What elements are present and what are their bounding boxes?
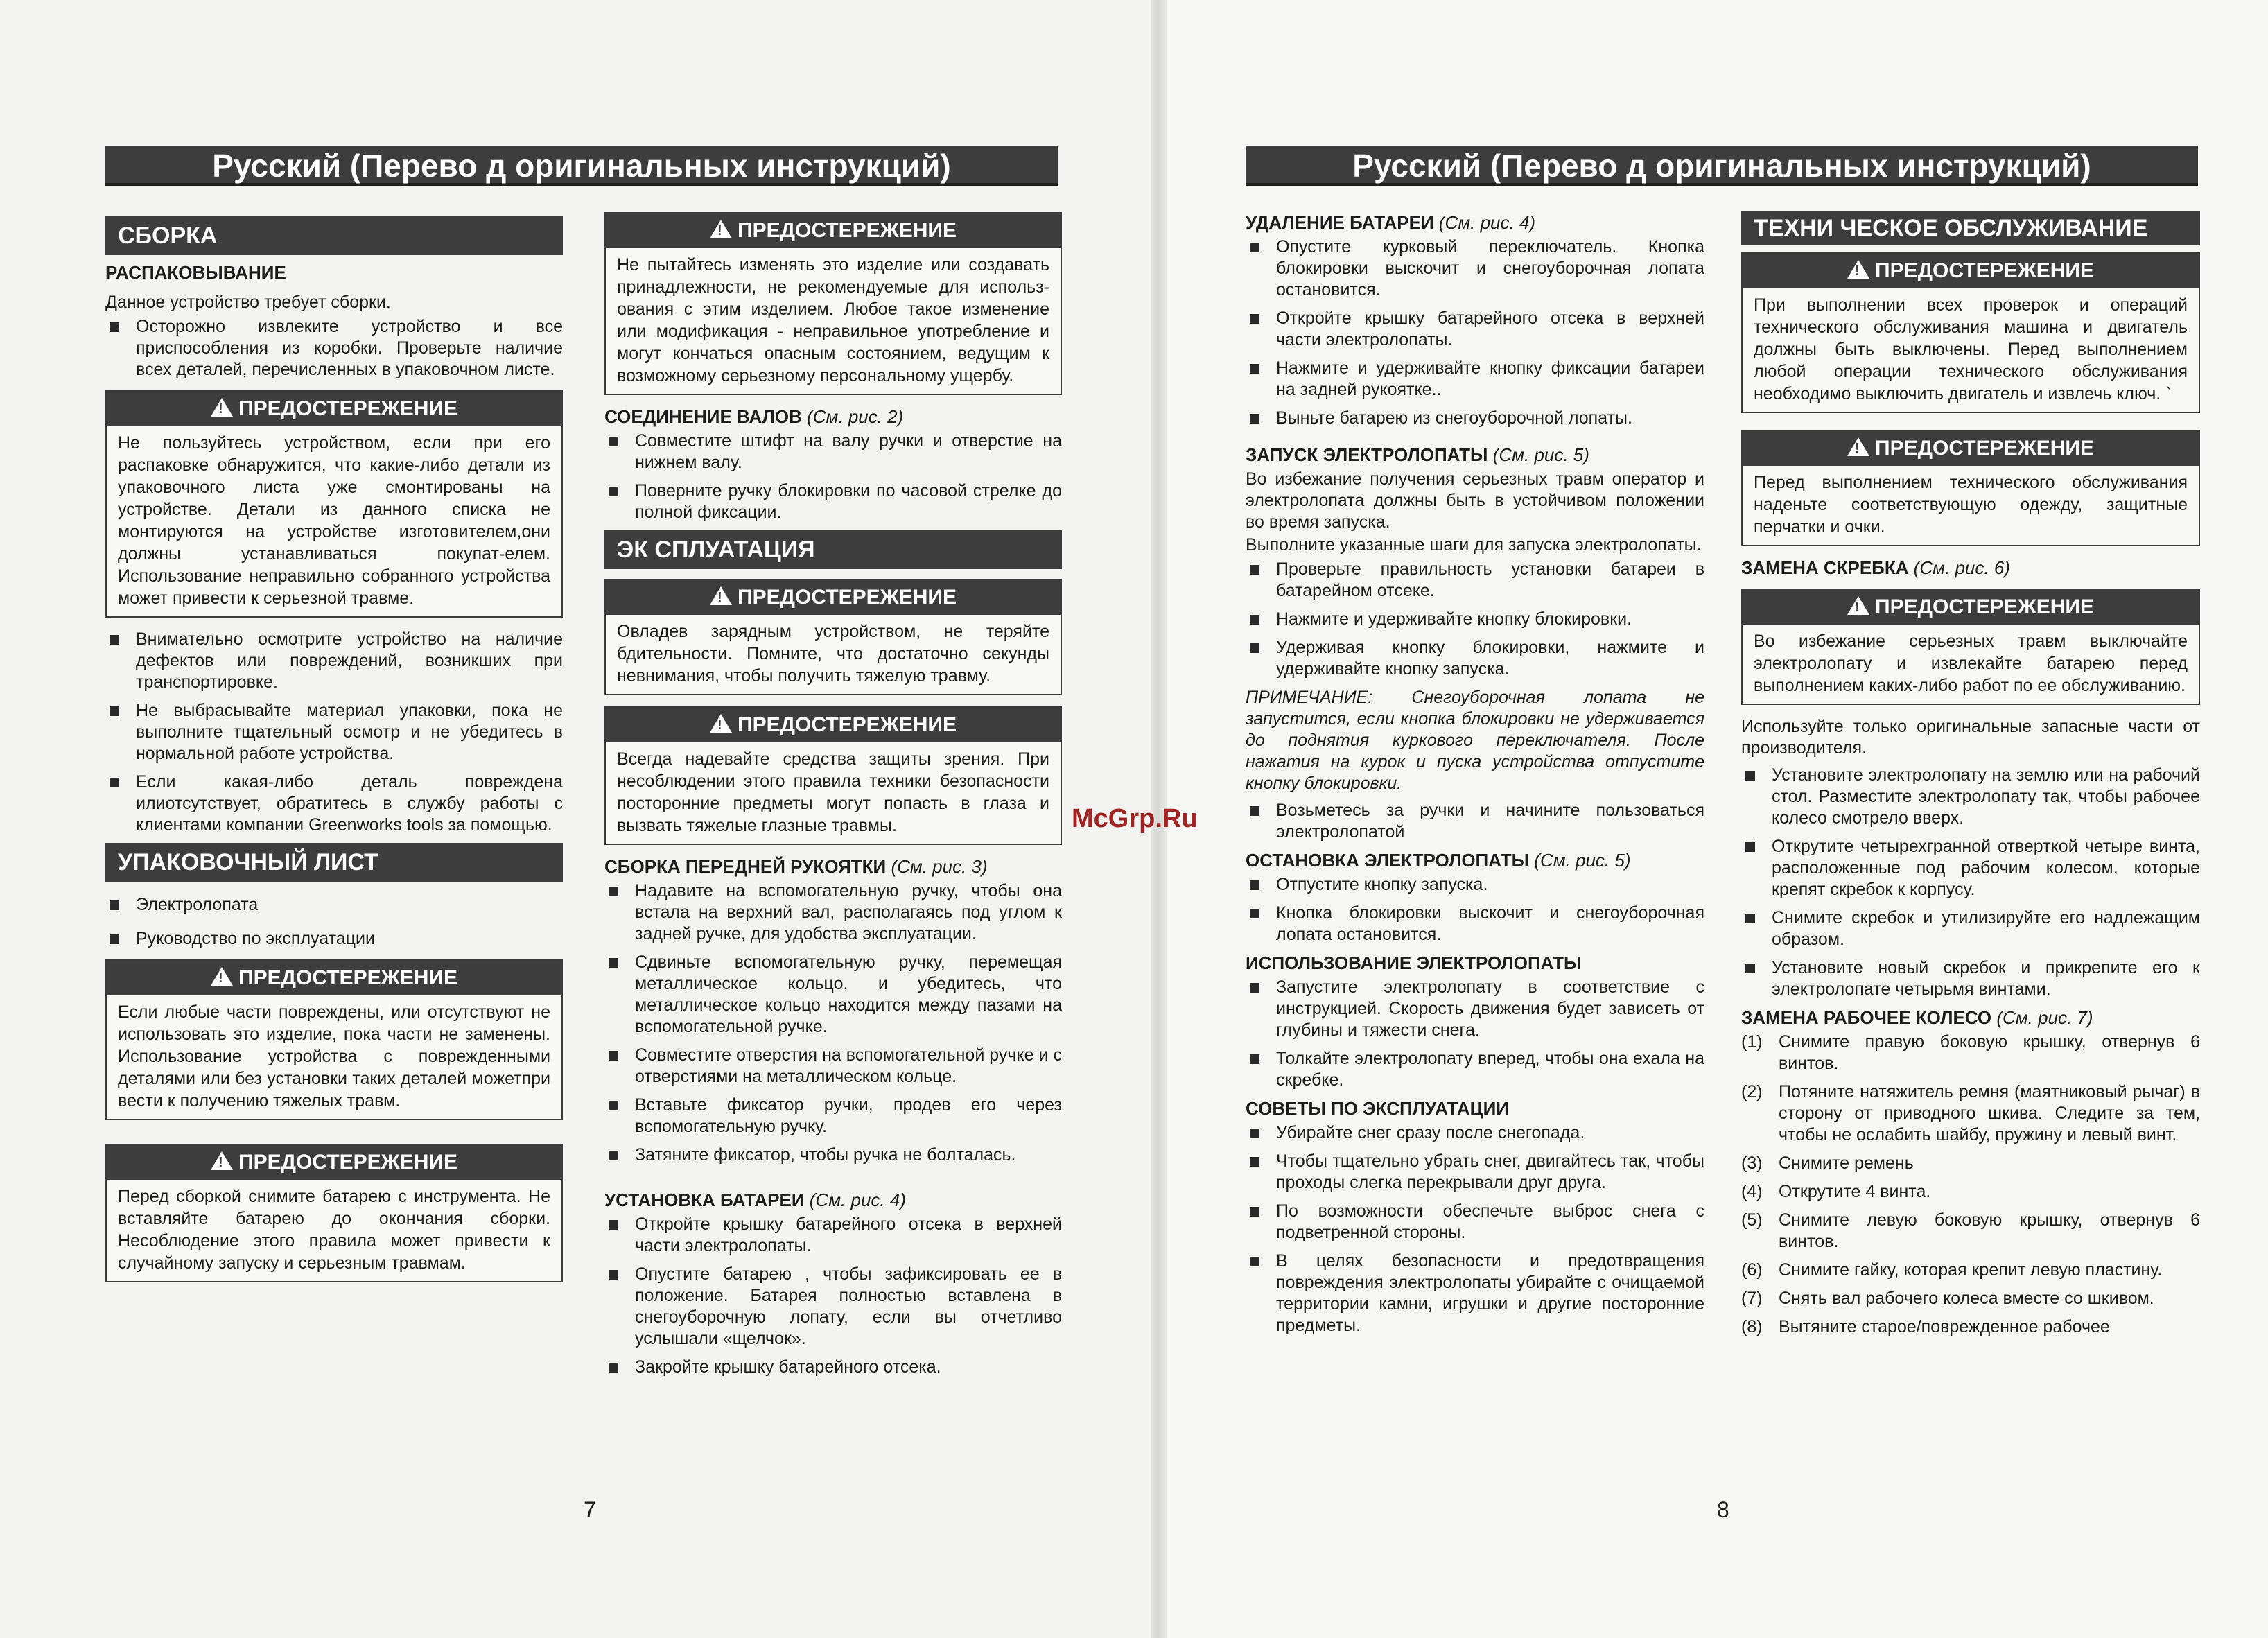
heading-front-handle: СБОРКА ПЕРЕДНЕЙ РУКОЯТКИ (См. рис. 3) [604,856,988,877]
heading-tips: СОВЕТЫ ПО ЭКСПЛУАТАЦИИ [1246,1098,1509,1119]
scraper-list [1741,765,2200,1000]
list-item: Вставьте фиксатор ручки, продев его через вспомогательную ручку. [604,1095,1062,1138]
page-title-left: Русский (Перево д оригинальных инструкций) [105,146,1058,186]
list-item: Руководство по эксплуатации [105,928,563,950]
heading-scraper: ЗАМЕНА СКРЕБКА (См. рис. 6) [1741,557,2010,578]
battery-install-list [604,1214,1062,1378]
heading-usage: ИСПОЛЬЗОВАНИЕ ЭЛЕКТРОЛОПАТЫ [1246,952,1582,973]
right-col-2 [1741,211,2200,1345]
start-text-2: Выполните указанные шаги для запуска электролопаты. [1246,535,1702,555]
warning-header: !ПРЕДОСТЕРЕЖЕНИЕ [1743,590,2199,625]
list-item: Толкайте электролопату вперед, чтобы она ехала на скребке. [1246,1048,1704,1091]
list-item: Нажмите и удерживайте кнопку блокировки. [1246,609,1704,630]
heading-wheel: ЗАМЕНА РАБОЧЕЕ КОЛЕСО (См. рис. 7) [1741,1007,2093,1028]
warning-triangle-icon [710,586,732,605]
warning-triangle-icon [710,714,732,733]
list-item: Совместите отверстия на вспомогательной ручке и с отверстиями на металлическом кольце. [604,1045,1062,1088]
warning-triangle-icon [1847,596,1869,615]
list-item: Установите новый скребок и прикрепите его к электролопате четырьмя винтами. [1741,957,2200,1000]
warning-triangle-icon [710,220,732,238]
warning-text: Не пользуйтесь устройством, если при его распаковке обнаружится, что какие-либо детали из упаковочного листа уже смонтированы на устройстве. Детали из данного списка не монтируются на устройстве изготовителем,они должны устанавливаться покупат-елем. Использование неправильно собранного устройства может привести к серьезной травме. [118,433,550,608]
warning-box [105,959,563,1120]
warning-header: !ПРЕДОСТЕРЕЖЕНИЕ [107,961,561,995]
list-item: Запустите электролопату в соответствие с инструкцией. Скорость движения будет зависеть от глубины и тяжести снега. [1246,977,1704,1041]
warning-header: !ПРЕДОСТЕРЕЖЕНИЕ [606,708,1061,742]
warning-box [1741,252,2200,413]
unpacking-text: Данное устройство требует сборки. [105,293,391,312]
warning-triangle-icon [211,1151,233,1170]
warning-box [1741,430,2200,546]
scraper-text: Используйте только оригинальные запасные части от производителя. [1741,717,2200,758]
list-item: (7) Снять вал рабочего колеса вместе со шкивом. [1741,1289,2154,1308]
list-item: Удерживая кнопку блокировки, нажмите и удерживайте кнопку запуска. [1246,637,1704,680]
list-item: (5) Снимите левую боковую крышку, отвернув 6 винтов. [1741,1210,2200,1251]
section-maintenance: ТЕХНИ ЧЕСКОЕ ОБСЛУЖИВАНИЕ [1741,211,2200,245]
heading-stop: ОСТАНОВКА ЭЛЕКТРОЛОПАТЫ (См. рис. 5) [1246,850,1631,871]
list-item: (4) Открутите 4 винта. [1741,1182,1931,1201]
right-col-1 [1246,207,1704,1343]
warning-header: !ПРЕДОСТЕРЕЖЕНИЕ [107,1145,561,1180]
warning-box [604,212,1062,395]
packing-list [105,894,563,950]
warning-header: !ПРЕДОСТЕРЕЖЕНИЕ [1743,254,2199,288]
warning-box [105,390,563,618]
warning-text: Овладев зарядным устройством, не теряйте бдительности. Помните, что достаточно секунды невнимания, чтобы получить тяжелую травму. [617,622,1049,686]
list-item: Не выбрасывайте материал упаковки, пока не выполните тщательный осмотр и не убедитесь в нормальной работе устройства. [105,700,563,765]
shafts-list [604,430,1062,523]
list-item: По возможности обеспечьте выброс снега с подветренной стороны. [1246,1201,1704,1244]
warning-text: При выполнении всех проверок и операций технического обслуживания машина и двигатель должны быть выключены. Перед выполнением любой операции технического обслуживания необходимо выключить двигатель и извлечь ключ. ` [1754,295,2188,403]
watermark: McGrp.Ru [1072,804,1198,833]
list-item: Чтобы тщательно убрать снег, двигайтесь так, чтобы проходы слегка перекрывали друг друга. [1246,1151,1704,1194]
list-item: Опустите батарею , чтобы зафиксировать ее в положение. Батарея полностью вставлена в снегоуборочную лопату, если вы отчетливо услышали «щелчок». [604,1264,1062,1350]
list-item: Установите электролопату на землю или на рабочий стол. Разместите электролопату так, чтобы рабочее колесо смотрело вверх. [1741,765,2200,829]
list-item: Выньте батарею из снегоуборочной лопаты. [1246,408,1704,429]
heading-battery-install: УСТАНОВКА БАТАРЕИ (См. рис. 4) [604,1190,906,1210]
list-item: (8) Вытяните старое/поврежденное рабочее [1741,1317,2110,1336]
start-text-1: Во избежание получения серьезных травм оператор и электролопата должны быть в устойчивом положении во время запуска. [1246,469,1704,532]
list-item: Откройте крышку батарейного отсека в верхней части электролопаты. [604,1214,1062,1257]
tips-list [1246,1122,1704,1336]
warning-text: Не пытайтесь изменять это изделие или создавать принадлежности, не рекомендуемые для использ-ования с этим изделием. Любое такое изменение или модификация - неправильное употребление и могут кончаться опасным состоянием, ведущим к возможному серьезному персональному ущербу. [617,255,1049,385]
warning-header: !ПРЕДОСТЕРЕЖЕНИЕ [107,392,561,426]
warning-triangle-icon [1847,260,1869,279]
warning-text: Если любые части повреждены, или отсутствуют не использовать это изделие, пока части не заменены. Использование устройства с поврежденными деталями или без установки таких деталей можетпри вести к получению тяжелых травм. [118,1002,550,1110]
warning-header: !ПРЕДОСТЕРЕЖЕНИЕ [1743,431,2199,466]
heading-start: ЗАПУСК ЭЛЕКТРОЛОПАТЫ (См. рис. 5) [1246,444,1589,465]
section-packing-list: УПАКОВОЧНЫЙ ЛИСТ [105,843,563,882]
list-item: (6) Снимите гайку, которая крепит левую пластину. [1741,1260,2163,1280]
warning-triangle-icon [211,967,233,986]
heading-shafts: СОЕДИНЕНИЕ ВАЛОВ (См. рис. 2) [604,406,904,427]
warning-text: Во избежание серьезных травм выключайте электролопату и извлекайте батарею перед выполнением каких-либо работ по ее обслуживанию. [1754,631,2188,695]
usage-list [1246,977,1704,1091]
list-item: Затяните фиксатор, чтобы ручка не болталась. [604,1144,1062,1166]
inspect-list [105,629,563,836]
list-item: Внимательно осмотрите устройство на наличие дефектов или повреждений, возникших при транспортировке. [105,629,563,693]
page-title-right: Русский (Перево д оригинальных инструкций) [1246,146,2198,186]
heading-unpacking: РАСПАКОВЫВАНИЕ [105,262,286,283]
list-item: Снимите скребок и утилизируйте его надлежащим образом. [1741,907,2200,950]
list-item: Поверните ручку блокировки по часовой стрелке до полной фиксации. [604,480,1062,523]
page-number-left: 7 [584,1497,596,1522]
start-note: ПРИМЕЧАНИЕ: Снегоуборочная лопата не запустится, если кнопка блокировки не удерживается до поднятия куркового переключателя. После нажатия на курок и пуска устройства отпустите кнопку блокировки. [1246,688,1704,793]
start-list [1246,559,1704,680]
warning-box [604,579,1062,695]
left-col-2 [604,212,1062,1385]
list-item: Открутите четырехгранной отверткой четыре винта, расположенные под рабочим колесом, которые крепят скребок к корпусу. [1741,836,2200,900]
list-item: Проверьте правильность установки батареи в батарейном отсеке. [1246,559,1704,602]
battery-remove-list [1246,236,1704,429]
warning-text: Всегда надевайте средства защиты зрения. При несоблюдении этого правила техники безопасности посторонние предметы могут попасть в глаза и вызвать тяжелые глазные травмы. [617,749,1049,835]
warning-triangle-icon [1847,437,1869,456]
list-item: Кнопка блокировки выскочит и снегоуборочная лопата остановится. [1246,903,1704,946]
warning-box [604,706,1062,845]
list-item: Электролопата [105,894,563,916]
list-item: (3) Снимите ремень [1741,1153,1914,1173]
heading-battery-remove: УДАЛЕНИЕ БАТАРЕИ (См. рис. 4) [1246,212,1536,233]
warning-box [1741,589,2200,705]
stop-list [1246,874,1704,946]
warning-text: Перед сборкой снимите батарею с инструмента. Не вставляйте батарею до окончания сборки. Несоблюдение этого правила может привести к случайному запуску и серьезным травмам. [118,1187,550,1273]
list-item: Сдвиньте вспомогательную ручку, перемещая металлическое кольцо, и убедитесь, что металлическое кольцо находится между пазами на вспомогательной ручке. [604,952,1062,1038]
page-number-right: 8 [1717,1497,1729,1522]
list-item: Надавите на вспомогательную ручку, чтобы она встала на верхний вал, располагаясь под углом к задней ручке, для удобства эксплуатации. [604,880,1062,945]
section-assembly: СБОРКА [105,216,563,255]
list-item: Если какая-либо деталь повреждена илиотсутствует, обратитесь в службу работы с клиентами компании Greenworks tools за помощью. [105,772,563,836]
list-item: Осторожно извлеките устройство и все приспособления из коробки. Проверьте наличие всех деталей, перечисленных в упаковочном листе. [105,316,563,381]
wheel-list [1741,1031,2200,1338]
warning-box [105,1144,563,1282]
section-operation: ЭК СПЛУАТАЦИЯ [604,530,1062,569]
warning-text: Перед выполнением технического обслуживания наденьте соответствующую одежду, защитные перчатки и очки. [1754,473,2188,537]
left-col-1 [105,216,563,1293]
list-item: Отпустите кнопку запуска. [1246,874,1704,896]
start-list-2 [1246,800,1704,843]
list-item: Нажмите и удерживайте кнопку фиксации батареи на задней рукоятке.. [1246,358,1704,401]
list-item: Закройте крышку батарейного отсека. [604,1357,1062,1378]
warning-header: !ПРЕДОСТЕРЕЖЕНИЕ [606,214,1061,248]
list-item: Убирайте снег сразу после снегопада. [1246,1122,1704,1144]
list-item: (2) Потяните натяжитель ремня (маятниковый рычаг) в сторону от приводного шкива. Следите за тем, чтобы не ослабить шайбу, пружину и левый винт. [1741,1082,2200,1144]
list-item: Совместите штифт на валу ручки и отверстие на нижнем валу. [604,430,1062,473]
list-item: Возьметесь за ручки и начините пользоваться электролопатой [1246,800,1704,843]
unpacking-list [105,316,563,381]
warning-header: !ПРЕДОСТЕРЕЖЕНИЕ [606,580,1061,615]
list-item: В целях безопасности и предотвращения повреждения электролопаты убирайте с очищаемой территории камни, игрушки и другие посторонние предметы. [1246,1251,1704,1336]
list-item: Откройте крышку батарейного отсека в верхней части электролопаты. [1246,308,1704,351]
list-item: Опустите курковый переключатель. Кнопка блокировки выскочит и снегоуборочная лопата остановится. [1246,236,1704,301]
warning-triangle-icon [211,398,233,417]
list-item: (1) Снимите правую боковую крышку, отвернув 6 винтов. [1741,1032,2200,1073]
front-handle-list [604,880,1062,1166]
